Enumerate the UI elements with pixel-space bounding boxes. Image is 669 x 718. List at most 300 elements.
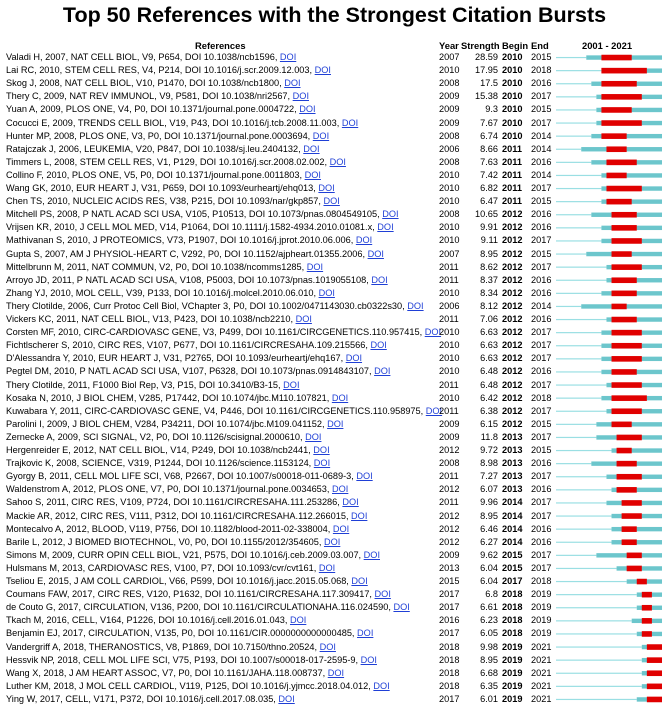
begin-cell: 2013	[502, 484, 523, 495]
end-cell: 2017	[531, 117, 552, 128]
burst-bar	[601, 94, 641, 100]
end-cell: 2017	[531, 405, 552, 416]
begin-cell: 2014	[502, 536, 523, 547]
doi-link[interactable]: DOI	[299, 104, 316, 115]
year-cell: 2012	[439, 523, 460, 534]
burst-bar	[642, 618, 652, 624]
end-cell: 2014	[531, 130, 552, 141]
begin-cell: 2013	[502, 445, 523, 455]
end-cell: 2019	[531, 615, 552, 626]
burst-bar	[612, 291, 637, 297]
year-cell: 2008	[439, 156, 460, 167]
reference-citation: Ying W, 2017, CELL, V171, P372, DOI 10.1016/j.cell.2017.08.035,	[6, 693, 279, 704]
doi-link[interactable]: DOI	[323, 196, 340, 207]
end-cell: 2016	[531, 209, 552, 220]
begin-cell: 2012	[502, 392, 523, 403]
strength-cell: 6.82	[480, 183, 498, 193]
strength-cell: 9.96	[480, 497, 498, 508]
strength-cell: 6.04	[480, 576, 498, 586]
begin-cell: 2015	[502, 549, 523, 560]
end-cell: 2018	[531, 392, 552, 403]
strength-cell: 8.62	[480, 261, 498, 272]
doi-link[interactable]: DOI	[279, 52, 297, 62]
pre-publication-line	[556, 149, 581, 150]
end-cell: 2019	[531, 602, 552, 613]
doi-link[interactable]: DOI	[327, 667, 345, 678]
strength-cell: 9.98	[480, 641, 498, 652]
begin-cell: 2012	[502, 340, 523, 351]
reference-citation: Trajkovic K, 2008, SCIENCE, V319, P1244, DOI 10.1126/science.1153124,	[6, 458, 314, 469]
strength-cell: 6.8	[485, 589, 498, 600]
burst-bar	[612, 422, 632, 428]
pre-publication-line	[556, 136, 591, 137]
pre-publication-line	[556, 214, 591, 215]
reference-citation: Thery Clotilde, 2006, Curr Protoc Cell Biol, VChapter 3, P0, DOI 10.1002/0471143030.cb0322s30,	[6, 300, 408, 311]
begin-cell: 2010	[502, 78, 523, 89]
doi-link[interactable]: DOI	[331, 392, 349, 403]
doi-link[interactable]: DOI	[424, 327, 442, 338]
burst-bar	[627, 566, 642, 572]
year-cell: 2011	[439, 471, 459, 482]
pre-publication-line	[556, 122, 596, 123]
doi-link[interactable]: DOI	[329, 156, 346, 167]
chart-title: Top 50 References with the Strongest Citation Bursts	[62, 3, 607, 27]
pre-publication-line	[556, 463, 591, 464]
end-cell: 2015	[531, 445, 552, 455]
strength-cell: 6.63	[480, 353, 498, 364]
doi-link[interactable]: DOI	[314, 65, 331, 76]
strength-cell: 6.46	[480, 523, 498, 534]
burst-timeline	[0, 51, 669, 718]
begin-cell: 2013	[502, 431, 523, 442]
doi-link[interactable]: DOI	[323, 536, 341, 547]
doi-link[interactable]: DOI	[312, 130, 330, 141]
pre-publication-line	[556, 424, 596, 425]
begin-cell: 2018	[502, 628, 523, 639]
burst-bar	[642, 631, 652, 637]
strength-cell: 8.95	[480, 248, 498, 259]
end-cell: 2014	[531, 300, 552, 311]
begin-cell: 2019	[502, 654, 523, 665]
doi-link[interactable]: DOI	[318, 287, 335, 298]
year-cell: 2006	[439, 143, 460, 154]
begin-cell: 2019	[502, 693, 523, 704]
reference-citation: Zhang YJ, 2010, MOL CELL, V39, P133, DOI 10.1016/j.molcel.2010.06.010,	[6, 287, 319, 298]
strength-cell: 6.61	[480, 602, 498, 613]
doi-link[interactable]: DOI	[319, 641, 336, 652]
doi-link[interactable]: DOI	[327, 418, 344, 429]
doi-link[interactable]: DOI	[382, 209, 399, 220]
doi-link[interactable]: DOI	[351, 576, 368, 586]
burst-bar	[606, 199, 631, 205]
reference-citation: Zernecke A, 2009, SCI SIGNAL, V2, P0, DOI 10.1126/scisignal.2000610,	[6, 431, 306, 442]
pre-publication-line	[556, 267, 606, 268]
header-begin: Begin	[502, 40, 529, 51]
pre-publication-line	[556, 568, 617, 569]
year-cell: 2010	[439, 353, 460, 364]
pre-publication-line	[556, 542, 612, 543]
end-cell: 2021	[531, 667, 552, 678]
year-cell: 2018	[439, 641, 460, 652]
strength-cell: 9.62	[480, 549, 498, 560]
pre-publication-line	[556, 280, 606, 281]
end-cell: 2016	[531, 222, 552, 233]
reference-citation: Sahoo S, 2011, CIRC RES, V109, P724, DOI 10.1161/CIRCRESAHA.111.253286,	[6, 497, 343, 508]
year-cell: 2017	[439, 589, 460, 600]
strength-cell: 9.3	[485, 104, 498, 115]
doi-link[interactable]: DOI	[377, 222, 394, 233]
burst-bar	[617, 474, 642, 480]
strength-cell: 11.8	[480, 431, 498, 442]
burst-bar	[642, 592, 652, 598]
reference-citation: Arroyo JD, 2011, P NATL ACAD SCI USA, V108, P5003, DOI 10.1073/pnas.1019055108,	[6, 274, 372, 285]
burst-bar	[601, 68, 646, 74]
end-cell: 2017	[531, 183, 552, 193]
reference-citation: Coumans FAW, 2017, CIRC RES, V120, P1632, DOI 10.1161/CIRCRESAHA.117.309417,	[6, 589, 375, 600]
doi-link[interactable]: DOI	[425, 405, 443, 416]
year-cell: 2009	[439, 549, 460, 560]
pre-publication-line	[556, 398, 601, 399]
strength-cell: 8.37	[480, 274, 498, 285]
year-cell: 2009	[439, 91, 460, 102]
pre-publication-line	[556, 96, 596, 97]
burst-bar	[612, 264, 642, 270]
strength-cell: 6.48	[480, 366, 498, 377]
strength-cell: 8.34	[480, 287, 498, 298]
strength-cell: 7.06	[480, 314, 498, 324]
begin-cell: 2012	[502, 327, 523, 338]
begin-cell: 2012	[502, 248, 523, 259]
year-cell: 2017	[439, 602, 460, 613]
year-cell: 2008	[439, 78, 460, 89]
doi-link[interactable]: DOI	[289, 615, 307, 626]
strength-cell: 6.42	[480, 392, 498, 403]
begin-cell: 2018	[502, 602, 523, 613]
doi-link[interactable]: DOI	[306, 261, 324, 272]
reference-citation: Vrijsen KR, 2010, J CELL MOL MED, V14, P1064, DOI 10.1111/j.1582-4934.2010.01081.x,	[6, 222, 378, 233]
doi-link[interactable]: DOI	[342, 497, 359, 508]
year-cell: 2008	[439, 130, 460, 141]
strength-cell: 7.67	[480, 117, 498, 128]
pre-publication-line	[556, 660, 642, 661]
pre-publication-line	[556, 581, 627, 582]
strength-cell: 6.05	[480, 628, 498, 639]
doi-link[interactable]: DOI	[292, 91, 309, 102]
end-cell: 2017	[531, 471, 552, 482]
pre-publication-line	[556, 489, 612, 490]
end-cell: 2021	[531, 641, 552, 652]
strength-cell: 6.38	[480, 405, 498, 416]
begin-cell: 2012	[502, 261, 523, 272]
doi-link[interactable]: DOI	[278, 693, 295, 704]
end-cell: 2021	[531, 680, 552, 691]
doi-link[interactable]: DOI	[351, 510, 368, 521]
begin-cell: 2012	[502, 209, 523, 220]
end-cell: 2019	[531, 628, 552, 639]
burst-bar	[622, 526, 637, 532]
year-cell: 2012	[439, 536, 460, 547]
begin-cell: 2019	[502, 667, 523, 678]
reference-citation: Hessvik NP, 2018, CELL MOL LIFE SCI, V75, P193, DOI 10.1007/s00018-017-2595-9,	[6, 654, 361, 665]
doi-link[interactable]: DOI	[363, 549, 380, 560]
pre-publication-line	[556, 594, 637, 595]
burst-bar	[606, 186, 641, 192]
year-cell: 2017	[439, 628, 460, 639]
year-cell: 2007	[439, 248, 460, 259]
year-cell: 2011	[439, 274, 459, 285]
strength-cell: 6.68	[480, 667, 498, 678]
doi-link[interactable]: DOI	[284, 78, 301, 89]
end-cell: 2017	[531, 562, 552, 573]
pre-publication-line	[556, 371, 601, 372]
end-cell: 2019	[531, 589, 552, 600]
strength-cell: 6.74	[480, 130, 498, 141]
reference-citation: Lai RC, 2010, STEM CELL RES, V4, P214, DOI 10.1016/j.scr.2009.12.003,	[6, 65, 315, 76]
reference-citation: Barile L, 2012, J BIOMED BIOTECHNOL, V0, P0, DOI 10.1155/2012/354605,	[6, 536, 324, 547]
pre-publication-line	[556, 384, 606, 385]
year-cell: 2012	[439, 510, 460, 521]
burst-bar	[617, 487, 637, 493]
year-cell: 2010	[439, 392, 460, 403]
burst-bar	[601, 81, 636, 87]
begin-cell: 2018	[502, 615, 523, 626]
begin-cell: 2012	[502, 366, 523, 377]
header-year: Year	[439, 40, 459, 51]
begin-cell: 2012	[502, 300, 523, 311]
begin-cell: 2012	[502, 405, 523, 416]
reference-citation: Gupta S, 2007, AM J PHYSIOL-HEART C, V292, P0, DOI 10.1152/ajpheart.01355.2006,	[6, 248, 368, 259]
reference-citation: Fichtlscherer S, 2010, CIRC RES, V107, P677, DOI 10.1161/CIRCRESAHA.109.215566,	[6, 340, 371, 351]
reference-citation: Valadi H, 2007, NAT CELL BIOL, V9, P654, DOI 10.1038/ncb1596,	[6, 52, 280, 62]
strength-cell: 9.11	[480, 235, 498, 246]
strength-cell: 6.27	[480, 536, 498, 547]
begin-cell: 2011	[502, 143, 522, 154]
burst-bar	[612, 212, 637, 218]
begin-cell: 2013	[502, 458, 523, 469]
burst-bar	[617, 448, 632, 454]
year-cell: 2011	[439, 261, 459, 272]
year-cell: 2010	[439, 287, 460, 298]
end-cell: 2017	[531, 91, 552, 102]
header-end: End	[531, 40, 549, 51]
pre-publication-line	[556, 70, 601, 71]
burst-bar	[617, 435, 642, 441]
doi-link[interactable]: DOI	[332, 523, 350, 534]
end-cell: 2018	[531, 576, 552, 586]
strength-cell: 7.27	[480, 471, 498, 482]
burst-bar	[622, 539, 637, 545]
doi-link[interactable]: DOI	[407, 300, 424, 311]
begin-cell: 2010	[502, 52, 523, 62]
doi-link[interactable]: DOI	[374, 366, 391, 377]
end-cell: 2016	[531, 366, 552, 377]
end-cell: 2017	[531, 549, 552, 560]
strength-cell: 17.5	[480, 78, 498, 89]
doi-link[interactable]: DOI	[305, 431, 322, 442]
pre-publication-line	[556, 240, 601, 241]
year-cell: 2012	[439, 484, 460, 495]
doi-link[interactable]: DOI	[360, 654, 377, 665]
reference-citation: Luther KM, 2018, J MOL CELL CARDIOL, V119, P125, DOI 10.1016/j.yjmcc.2018.04.012,	[6, 680, 374, 691]
begin-cell: 2012	[502, 235, 523, 246]
strength-cell: 6.35	[480, 680, 498, 691]
year-cell: 2008	[439, 458, 460, 469]
doi-link[interactable]: DOI	[341, 117, 359, 128]
pre-publication-line	[556, 646, 642, 647]
burst-bar	[622, 500, 642, 506]
end-cell: 2015	[531, 418, 552, 429]
end-cell: 2018	[531, 65, 552, 76]
doi-link[interactable]: DOI	[373, 680, 390, 691]
doi-link[interactable]: DOI	[356, 471, 373, 482]
pre-publication-line	[556, 437, 596, 438]
end-cell: 2017	[531, 235, 552, 246]
end-cell: 2017	[531, 431, 552, 442]
burst-bar	[612, 356, 642, 362]
doi-link[interactable]: DOI	[303, 143, 320, 154]
begin-cell: 2014	[502, 510, 523, 521]
reference-citation: Kosaka N, 2010, J BIOL CHEM, V285, P17442, DOI 10.1074/jbc.M110.107821,	[6, 392, 332, 403]
burst-bar	[612, 317, 637, 323]
strength-cell: 8.66	[480, 143, 498, 154]
pre-publication-line	[556, 201, 601, 202]
end-cell: 2017	[531, 261, 552, 272]
pre-publication-line	[556, 162, 591, 163]
doi-link[interactable]: DOI	[355, 235, 373, 246]
begin-cell: 2010	[502, 65, 523, 76]
pre-publication-line	[556, 699, 637, 700]
reference-citation: Vandergriff A, 2018, THERANOSTICS, V8, P1869, DOI 10.7150/thno.20524,	[6, 641, 320, 652]
burst-bar	[612, 330, 642, 336]
burst-bar	[612, 277, 637, 283]
end-cell: 2016	[531, 274, 552, 285]
doi-link[interactable]: DOI	[393, 602, 410, 613]
pre-publication-line	[556, 476, 606, 477]
burst-bar	[612, 304, 627, 310]
doi-link[interactable]: DOI	[318, 562, 336, 573]
year-cell: 2007	[439, 52, 460, 62]
strength-cell: 8.95	[480, 510, 498, 521]
year-cell: 2010	[439, 235, 460, 246]
doi-link[interactable]: DOI	[313, 458, 331, 469]
end-cell: 2016	[531, 287, 552, 298]
pre-publication-line	[556, 188, 601, 189]
pre-publication-line	[556, 319, 606, 320]
pre-publication-line	[556, 345, 601, 346]
year-cell: 2011	[439, 314, 459, 324]
begin-cell: 2011	[502, 196, 522, 207]
reference-citation: Hergenreider E, 2012, NAT CELL BIOL, V14, P249, DOI 10.1038/ncb2441,	[6, 445, 314, 455]
doi-link[interactable]: DOI	[283, 379, 300, 390]
doi-link[interactable]: DOI	[374, 589, 391, 600]
burst-bar	[617, 461, 637, 467]
begin-cell: 2012	[502, 418, 523, 429]
begin-cell: 2010	[502, 91, 523, 102]
year-cell: 2006	[439, 300, 460, 311]
strength-cell: 8.95	[480, 654, 498, 665]
pre-publication-line	[556, 358, 601, 359]
pre-publication-line	[556, 502, 606, 503]
pre-publication-line	[556, 450, 612, 451]
doi-link[interactable]: DOI	[370, 340, 387, 351]
reference-citation: Collino F, 2010, PLOS ONE, V5, P0, DOI 10.1371/journal.pone.0011803,	[6, 169, 305, 180]
end-cell: 2016	[531, 523, 552, 534]
pre-publication-line	[556, 633, 637, 634]
end-cell: 2014	[531, 143, 552, 154]
year-cell: 2013	[439, 562, 460, 573]
reference-citation: Cocucci E, 2009, TRENDS CELL BIOL, V19, P43, DOI 10.1016/j.tcb.2008.11.003,	[6, 117, 342, 128]
reference-citation: Vickers KC, 2011, NAT CELL BIOL, V13, P423, DOI 10.1038/ncb2210,	[6, 314, 296, 324]
year-cell: 2009	[439, 418, 460, 429]
end-cell: 2017	[531, 379, 552, 390]
reference-citation: Gyorgy B, 2011, CELL MOL LIFE SCI, V68, P2667, DOI 10.1007/s00018-011-0689-3,	[6, 471, 357, 482]
doi-link[interactable]: DOI	[371, 274, 388, 285]
strength-cell: 8.12	[480, 300, 498, 311]
strength-cell: 7.42	[480, 169, 498, 180]
year-cell: 2010	[439, 340, 460, 351]
begin-cell: 2010	[502, 130, 523, 141]
reference-citation: D'Alessandra Y, 2010, EUR HEART J, V31, P2765, DOI 10.1093/eurheartj/ehq167,	[6, 353, 346, 364]
end-cell: 2017	[531, 497, 552, 508]
reference-citation: Parolini I, 2009, J BIOL CHEM, V284, P34211, DOI 10.1074/jbc.M109.041152,	[6, 418, 328, 429]
burst-bar	[647, 684, 662, 690]
pre-publication-line	[556, 306, 581, 307]
reference-citation: Wang X, 2018, J AM HEART ASSOC, V7, P0, DOI 10.1161/JAHA.118.008737,	[6, 667, 328, 678]
reference-citation: Tseliou E, 2015, J AM COLL CARDIOL, V66, P599, DOI 10.1016/j.jacc.2015.05.068,	[6, 576, 352, 586]
end-cell: 2015	[531, 52, 552, 62]
reference-citation: Thery Clotilde, 2011, F1000 Biol Rep, V3, P15, DOI 10.3410/B3-15,	[6, 379, 284, 390]
year-cell: 2011	[439, 405, 459, 416]
doi-link[interactable]: DOI	[332, 484, 349, 495]
end-cell: 2015	[531, 196, 552, 207]
burst-bar	[647, 670, 662, 676]
strength-cell: 10.65	[475, 209, 498, 220]
begin-cell: 2011	[502, 183, 522, 193]
begin-cell: 2012	[502, 274, 523, 285]
end-cell: 2015	[531, 248, 552, 259]
header-strength: Strength	[461, 40, 500, 51]
pre-publication-line	[556, 253, 586, 254]
burst-bar	[601, 133, 626, 139]
reference-citation: Yuan A, 2009, PLOS ONE, V4, P0, DOI 10.1371/journal.pone.0004722,	[6, 104, 300, 115]
doi-link[interactable]: DOI	[304, 169, 321, 180]
strength-cell: 6.01	[480, 693, 498, 704]
doi-link[interactable]: DOI	[318, 183, 335, 193]
doi-link[interactable]: DOI	[357, 628, 374, 639]
pre-publication-line	[556, 555, 596, 556]
year-cell: 2018	[439, 667, 460, 678]
doi-link[interactable]: DOI	[367, 248, 384, 259]
doi-link[interactable]: DOI	[313, 445, 330, 455]
burst-bar	[612, 343, 642, 349]
burst-bar	[642, 605, 652, 611]
strength-cell: 9.72	[480, 445, 498, 455]
burst-bar	[622, 513, 642, 519]
burst-bar	[612, 251, 632, 257]
reference-citation: Waldenstrom A, 2012, PLOS ONE, V7, P0, DOI 10.1371/journal.pone.0034653,	[6, 484, 333, 495]
doi-link[interactable]: DOI	[345, 353, 363, 364]
reference-citation: Mathivanan S, 2010, J PROTEOMICS, V73, P1907, DOI 10.1016/j.jprot.2010.06.006,	[6, 235, 356, 246]
reference-citation: Mackie AR, 2012, CIRC RES, V111, P312, DOI 10.1161/CIRCRESAHA.112.266015,	[6, 510, 352, 521]
strength-cell: 6.23	[480, 615, 498, 626]
burst-bar	[612, 395, 647, 401]
strength-cell: 6.15	[480, 418, 498, 429]
header-references: References	[195, 40, 246, 51]
reference-citation: Skog J, 2008, NAT CELL BIOL, V10, P1470, DOI 10.1038/ncb1800,	[6, 78, 285, 89]
year-cell: 2016	[439, 615, 460, 626]
reference-citation: Montecalvo A, 2012, BLOOD, V119, P756, DOI 10.1182/blood-2011-02-338004,	[6, 523, 333, 534]
doi-link[interactable]: DOI	[295, 314, 312, 324]
